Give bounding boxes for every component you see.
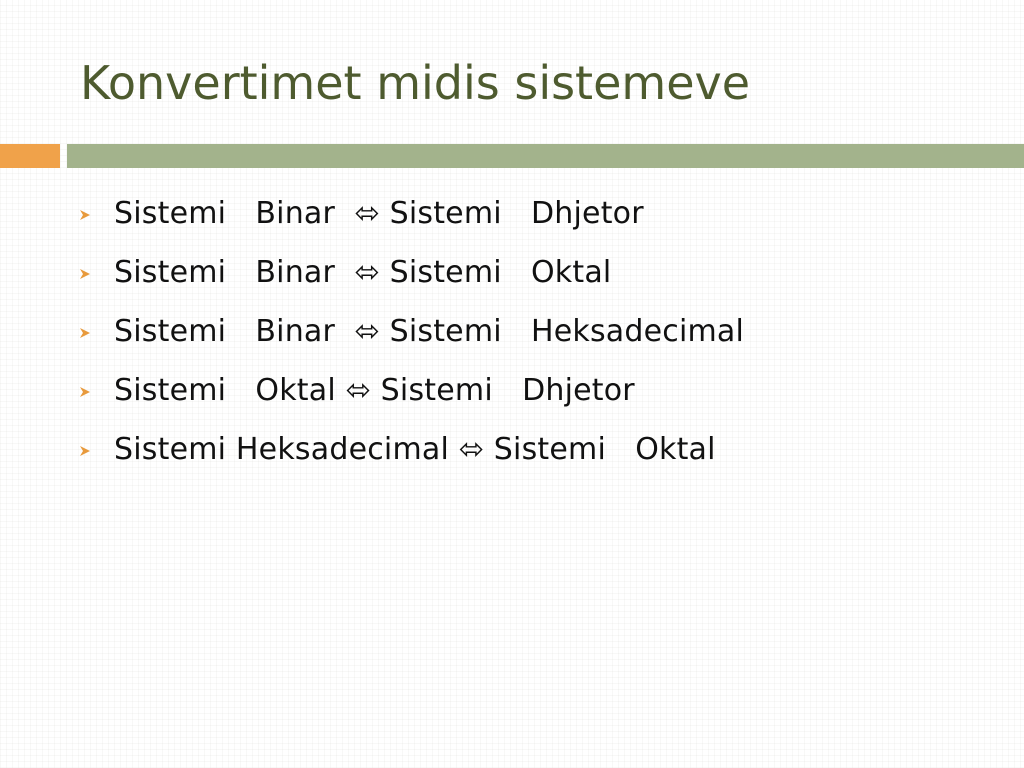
arrowhead-bullet-icon [78,381,114,401]
arrowhead-bullet-icon [78,322,114,342]
arrowhead-bullet-icon [78,204,114,224]
bullet-item [78,420,744,479]
bullet-text: Sistemi Heksadecimal ⬄ Sistemi Oktal [114,432,716,467]
accent-bar-green [67,144,1024,168]
bullet-text: Sistemi Oktal ⬄ Sistemi Dhjetor [114,373,635,408]
accent-bar-orange [0,144,60,168]
bullet-item [78,184,744,243]
bullet-text: Sistemi Binar ⬄ Sistemi Dhjetor [114,196,644,231]
slide-title: Konvertimet midis sistemeve [80,56,751,110]
bullet-item [78,243,744,302]
arrowhead-bullet-icon [78,263,114,283]
bullet-list [78,184,744,479]
arrowhead-bullet-icon [78,440,114,460]
bullet-item [78,361,744,420]
bullet-item [78,302,744,361]
bullet-text: Sistemi Binar ⬄ Sistemi Heksadecimal [114,314,745,349]
bullet-text: Sistemi Binar ⬄ Sistemi Oktal [114,255,612,290]
